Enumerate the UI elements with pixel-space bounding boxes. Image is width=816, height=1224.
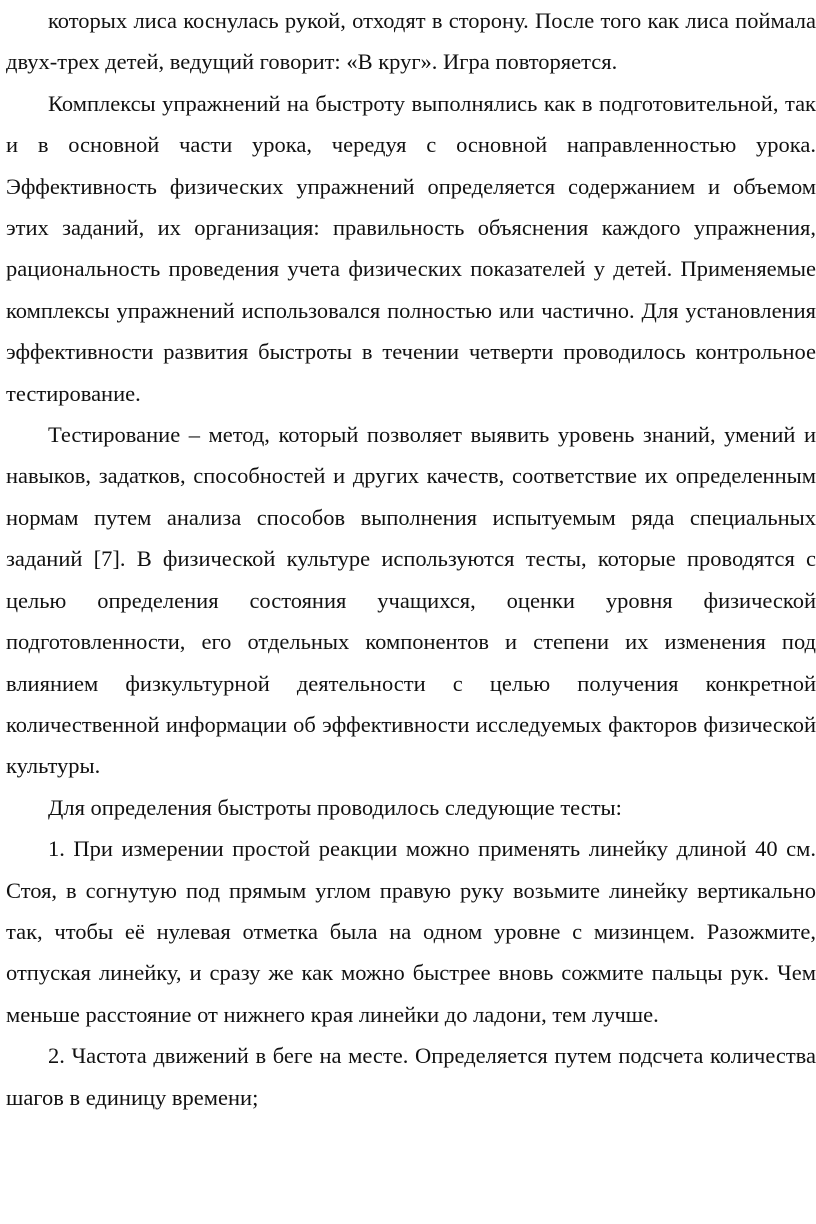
- paragraph-test-1-reaction: 1. При измерении простой реакции можно применять линейку длиной 40 см. Стоя, в согнутую под прямым углом правую руку возьмите линейку вертикально так, чтобы её нулевая отметка была на одном уровне с мизинцем. Разожмите, отпуская линейку, и сразу же как можно быстрее вновь сожмите пальцы рук. Чем меньше расстояние от нижнего края линейки до ладони, тем лучше.: [6, 836, 816, 1027]
- paragraph-test-2-running-frequency: 2. Частота движений в беге на месте. Определяется путем подсчета количества шагов в единицу времени;: [6, 1043, 816, 1110]
- paragraph-fox-game-end: которых лиса коснулась рукой, отходят в сторону. После того как лиса поймала двух-трех детей, ведущий говорит: «В круг». Игра повторяется.: [6, 8, 816, 75]
- paragraph-testing-definition: Тестирование – метод, который позволяет выявить уровень знаний, умений и навыков, задатков, способностей и других качеств, соответствие их определенным нормам путем анализа способов выполнения испытуемым ряда специальных заданий [7]. В физической культуре используются тесты, которые проводятся с целью определения состояния учащихся, оценки уровня физической подготовленности, его отдельных компонентов и степени их изменения под влиянием физкультурной деятельности с целью получения конкретной количественной информации об эффективности исследуемых факторов физической культуры.: [6, 422, 816, 779]
- paragraph-tests-intro: Для определения быстроты проводилось следующие тесты:: [48, 794, 622, 820]
- paragraph-speed-exercise-complexes: Комплексы упражнений на быстроту выполнялись как в подготовительной, так и в основной части урока, чередуя с основной направленностью урока. Эффективность физических упражнений определяется содержанием и объемом этих заданий, их организация: правильность объяснения каждого упражнения, рациональность проведения учета физических показателей у детей. Применяемые комплексы упражнений использовался полностью или частично. Для установления эффективности развития быстроты в течении четверти проводилось контрольное тестирование.: [6, 90, 816, 406]
- document-page: [6, 0, 816, 1118]
